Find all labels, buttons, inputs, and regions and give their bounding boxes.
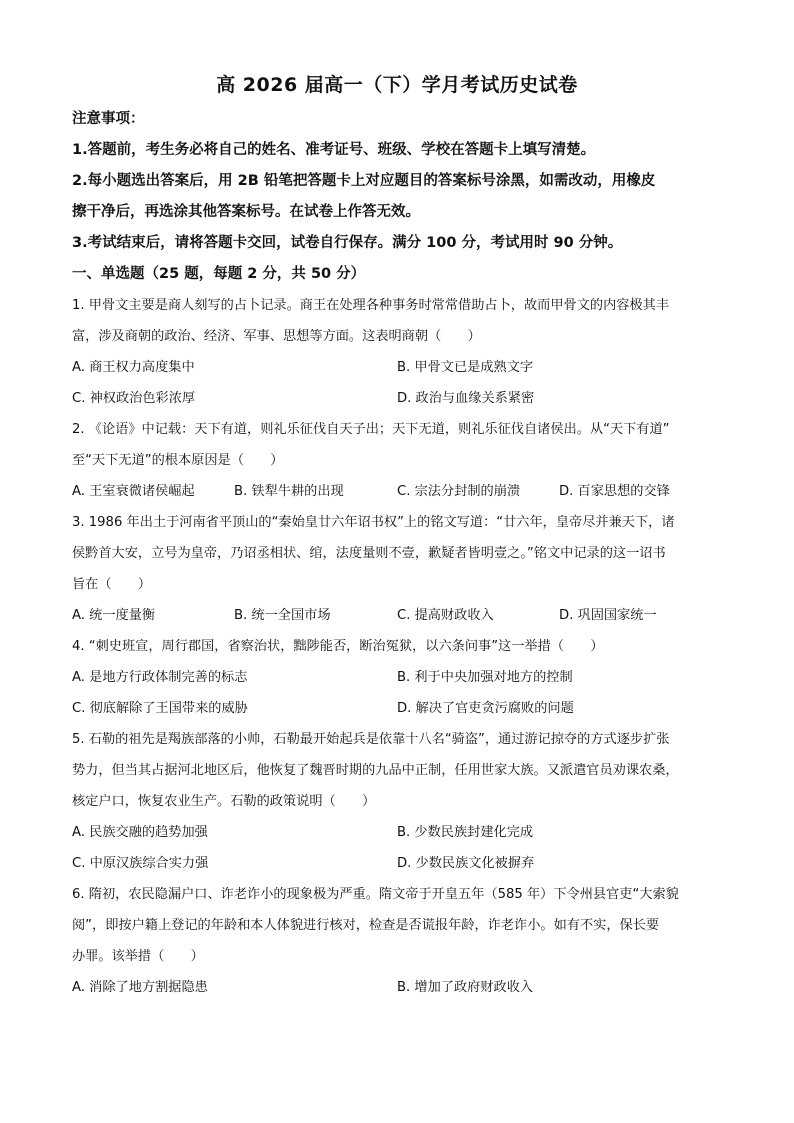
option-row xyxy=(72,383,722,414)
question-2 xyxy=(72,414,722,507)
question-4 xyxy=(72,631,722,724)
option-b: B. 甲骨文已是成熟文字 xyxy=(397,360,534,375)
option-a: A. 商王权力高度集中 xyxy=(72,360,195,375)
question-5 xyxy=(72,724,722,879)
option-row xyxy=(72,662,722,693)
question-text: 6. 隋初，农民隐漏户口、诈老诈小的现象极为严重。隋文帝于开皇五年（585 年）下令州县官吏“大索貌 xyxy=(72,887,679,902)
question-text: 侯黔首大安，立号为皇帝，乃诏丞相状、绾，法度量则不壹，歉疑者皆明壹之。”铭文中记录的这一诏书 xyxy=(72,546,666,561)
question-text: 3. 1986 年出土于河南省平顶山的“秦始皇廿六年诏书权”上的铭文写道：“廿六年，皇帝尽并兼天下，诸 xyxy=(72,515,675,530)
option-row xyxy=(72,476,722,507)
option-row xyxy=(72,972,722,1003)
question-text: 办罪。该举措（ ） xyxy=(72,949,204,964)
option-d: D. 巩固国家统一 xyxy=(559,608,657,623)
notice-item: 2.每小题选出答案后，用 2B 铅笔把答题卡上对应题目的答案标号涂黑，如需改动，用橡皮 xyxy=(72,173,656,189)
section-heading: 一、单选题（25 题，每题 2 分，共 50 分） xyxy=(72,266,366,282)
question-text: 4. “刺史班宣，周行郡国，省察治状，黜陟能否，断治冤狱，以六条问事”这一举措（ ） xyxy=(72,639,604,654)
notice-item: 擦干净后，再选涂其他答案标号。在试卷上作答无效。 xyxy=(72,204,420,220)
option-b: B. 少数民族封建化完成 xyxy=(397,825,534,840)
option-c: C. 提高财政收入 xyxy=(397,608,494,623)
option-d: D. 解决了官吏贪污腐败的问题 xyxy=(397,701,574,716)
option-b: B. 增加了政府财政收入 xyxy=(397,980,534,995)
option-a: A. 王室衰微诸侯崛起 xyxy=(72,484,195,499)
question-text: 至“天下无道”的根本原因是（ ） xyxy=(72,453,284,468)
option-c: C. 中原汉族综合实力强 xyxy=(72,856,209,871)
question-text: 5. 石勒的祖先是羯族部落的小帅，石勒最开始起兵是依靠十八名“骑盗”，通过游记掠夺的方式逐步扩张 xyxy=(72,732,670,747)
option-row xyxy=(72,693,722,724)
option-b: B. 铁犁牛耕的出现 xyxy=(234,484,344,499)
question-1 xyxy=(72,290,722,414)
question-text: 势力，但当其占据河北地区后，他恢复了魏晋时期的九品中正制，任用世家大族。又派遣官员劝课农桑， xyxy=(72,763,679,778)
option-a: A. 民族交融的趋势加强 xyxy=(72,825,208,840)
question-3 xyxy=(72,507,722,631)
page-title: 高 2026 届高一（下）学月考试历史试卷 xyxy=(216,74,578,96)
option-d: D. 百家思想的交锋 xyxy=(559,484,670,499)
notice-item: 3.考试结束后，请将答题卡交回，试卷自行保存。满分 100 分，考试用时 90 分钟。 xyxy=(72,235,623,251)
option-a: A. 统一度量衡 xyxy=(72,608,156,623)
option-c: C. 宗法分封制的崩溃 xyxy=(397,484,521,499)
question-text: 旨在（ ） xyxy=(72,577,152,592)
notice-item: 1.答题前，考生务必将自己的姓名、准考证号、班级、学校在答题卡上填写清楚。 xyxy=(72,142,596,158)
option-row xyxy=(72,817,722,848)
question-text: 阅”，即按户籍上登记的年龄和本人体貌进行核对，检查是否谎报年龄，诈老诈小。如有不实，保长要 xyxy=(72,918,660,933)
option-c: C. 彻底解除了王国带来的威胁 xyxy=(72,701,248,716)
question-text: 富，涉及商朝的政治、经济、军事、思想等方面。这表明商朝（ ） xyxy=(72,329,481,344)
notice-heading: 注意事项： xyxy=(72,111,145,127)
question-text: 2. 《论语》中记载：天下有道，则礼乐征伐自天子出；天下无道，则礼乐征伐自诸侯出。从“天下有道” xyxy=(72,422,670,437)
option-row xyxy=(72,352,722,383)
question-6 xyxy=(72,879,722,1003)
question-text: 核定户口，恢复农业生产。石勒的政策说明（ ） xyxy=(72,794,376,809)
option-a: A. 是地方行政体制完善的标志 xyxy=(72,670,248,685)
option-row xyxy=(72,848,722,879)
option-c: C. 神权政治色彩浓厚 xyxy=(72,391,196,406)
option-b: B. 利于中央加强对地方的控制 xyxy=(397,670,573,685)
option-a: A. 消除了地方割据隐患 xyxy=(72,980,208,995)
option-d: D. 少数民族文化被摒弃 xyxy=(397,856,535,871)
option-d: D. 政治与血缘关系紧密 xyxy=(397,391,535,406)
option-b: B. 统一全国市场 xyxy=(234,608,331,623)
question-text: 1. 甲骨文主要是商人刻写的占卜记录。商王在处理各种事务时常常借助占卜，故而甲骨文的内容极其丰 xyxy=(72,298,670,313)
exam-content xyxy=(72,104,722,1003)
option-row xyxy=(72,600,722,631)
